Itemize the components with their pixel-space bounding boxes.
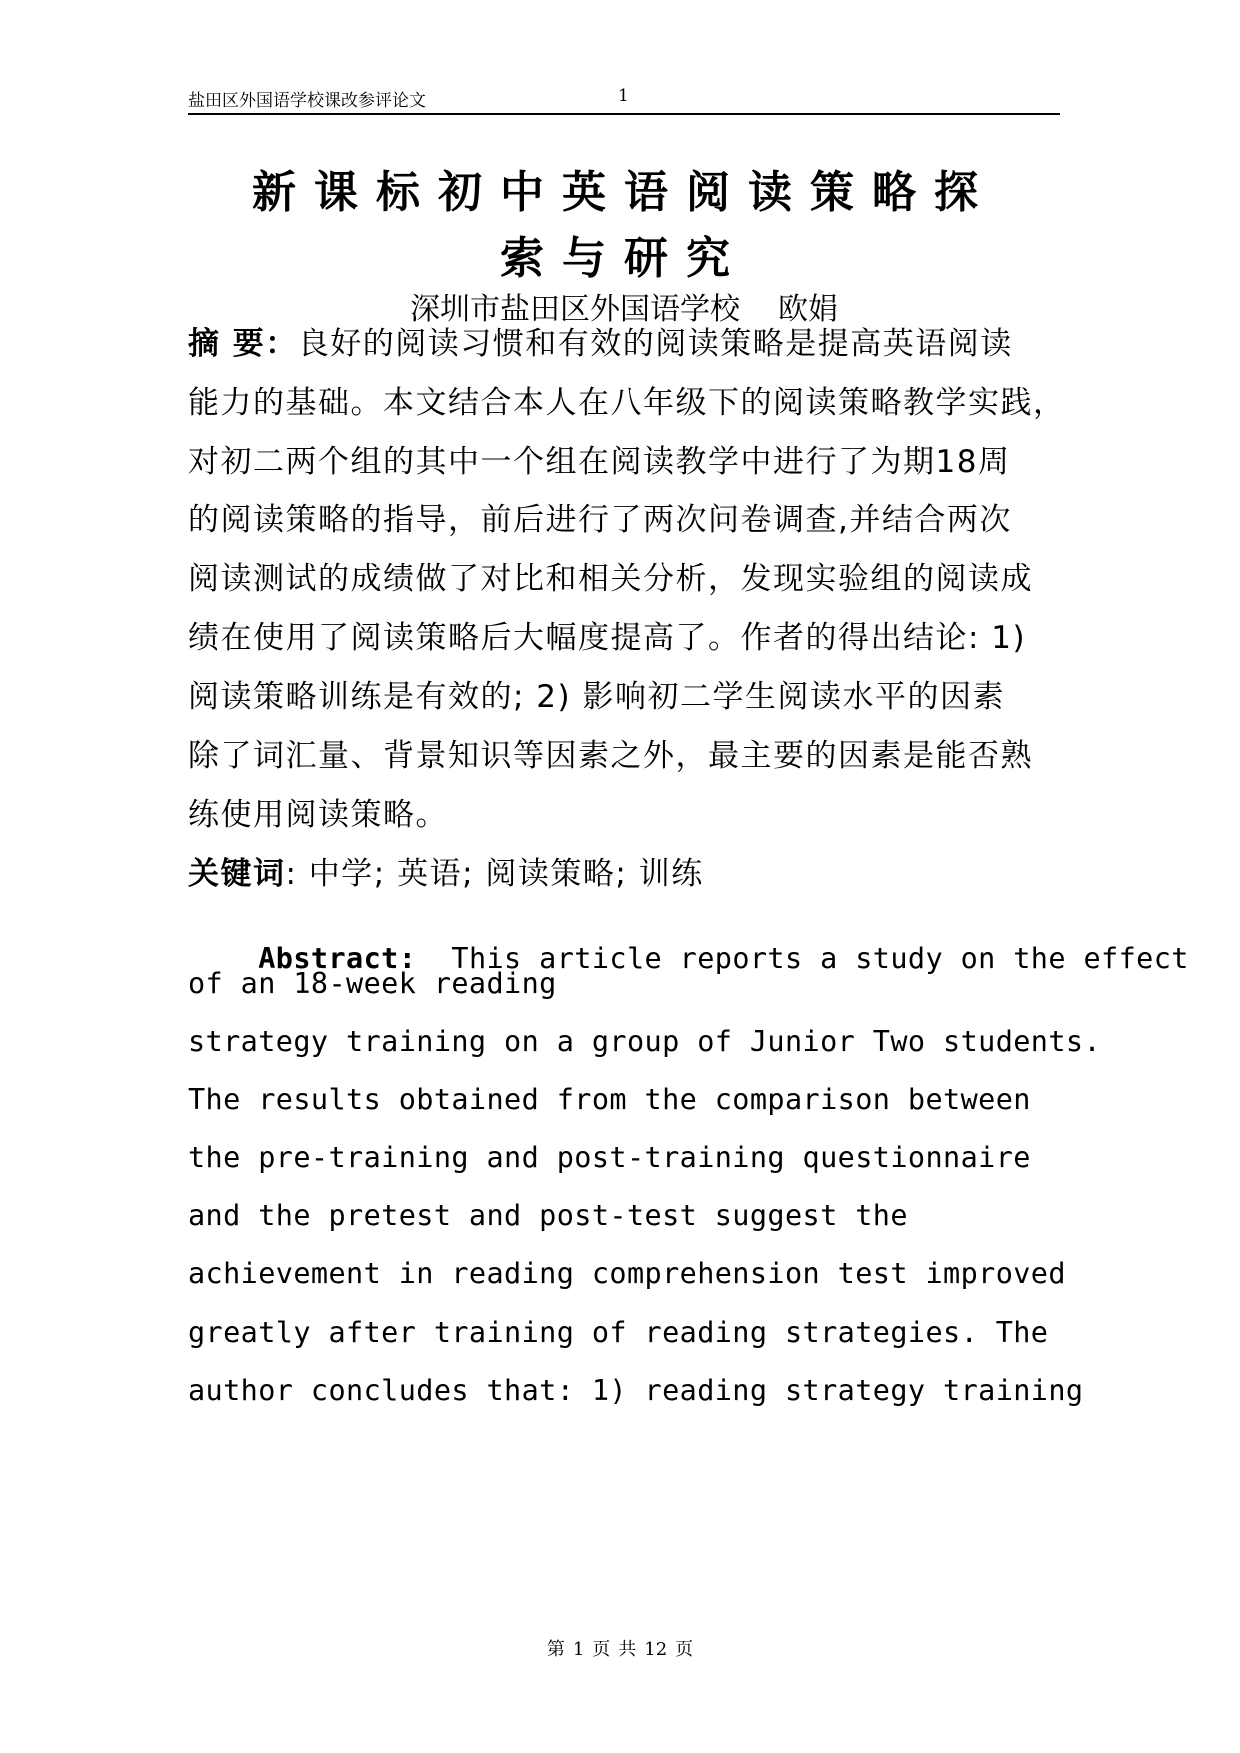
abstract-en-line: the pre-training and post-training questionnaire (188, 1141, 1031, 1174)
abstract-cn-line: 阅读测试的成绩做了对比和相关分析，发现实验组的阅读成 (188, 561, 1033, 597)
abstract-en-text: This article reports a study on the effect (416, 942, 1189, 975)
abstract-cn-line (188, 318, 1013, 363)
page-footer (0, 1635, 1240, 1661)
abstract-en-line: and the pretest and post-test suggest the (188, 1199, 908, 1232)
abstract-en-line: author concludes that: 1) reading strategy training (188, 1374, 1084, 1407)
abstract-en-label: Abstract: (258, 942, 417, 975)
abstract-cn-line: 能力的基础。本文结合本人在八年级下的阅读策略教学实践， (188, 385, 1066, 421)
header-title: 盐田区外国语学校课改参评论文 (188, 91, 426, 111)
footer-total-pages: 12 (644, 1639, 668, 1660)
abstract-cn-line: 练使用阅读策略。 (188, 797, 448, 833)
abstract-cn-line: 绩在使用了阅读策略后大幅度提高了。作者的得出结论: 1) (188, 620, 1027, 656)
footer-current-page: 1 (572, 1639, 585, 1660)
author-school: 深圳市盐田区外国语学校 (410, 292, 740, 327)
abstract-cn-text: 良好的阅读习惯和有效的阅读策略是提高英语阅读 (297, 326, 1013, 362)
footer-prefix: 第 (546, 1639, 565, 1660)
document-title-line-2: 索与研究 (500, 233, 748, 284)
document-title-line-1: 新课标初中英语阅读策略探 (252, 167, 996, 218)
abstract-cn-line: 对初二两个组的其中一个组在阅读教学中进行了为期18周 (188, 444, 1011, 480)
abstract-en-line: strategy training on a group of Junior Two students. (188, 1025, 1102, 1058)
abstract-cn-line: 除了词汇量、背景知识等因素之外，最主要的因素是能否熟 (188, 738, 1033, 774)
header-page-number: 1 (618, 86, 629, 106)
keywords-line (188, 848, 704, 893)
page-header (188, 86, 1060, 114)
abstract-en-line: of an 18-week reading (188, 967, 557, 1000)
abstract-en-line: greatly after training of reading strategies. The (188, 1316, 1049, 1349)
footer-total-word: 共 (618, 1639, 637, 1660)
abstract-cn-line: 阅读策略训练是有效的; 2) 影响初二学生阅读水平的因素 (188, 679, 1005, 715)
keywords-label: 关键词 (188, 856, 286, 892)
keywords-separator: : (285, 856, 298, 892)
author-name: 欧娟 (778, 292, 838, 327)
abstract-cn-line: 的阅读策略的指导，前后进行了两次问卷调查,并结合两次 (188, 502, 1012, 538)
abstract-en-line: achievement in reading comprehension test improved (188, 1257, 1066, 1290)
header-divider (188, 113, 1060, 115)
keywords-text: 中学; 英语; 阅读策略; 训练 (297, 856, 704, 892)
footer-page-word: 页 (592, 1639, 611, 1660)
footer-suffix: 页 (675, 1639, 694, 1660)
abstract-cn-label: 摘 要： (188, 326, 298, 362)
abstract-en-line: The results obtained from the comparison between (188, 1083, 1031, 1116)
